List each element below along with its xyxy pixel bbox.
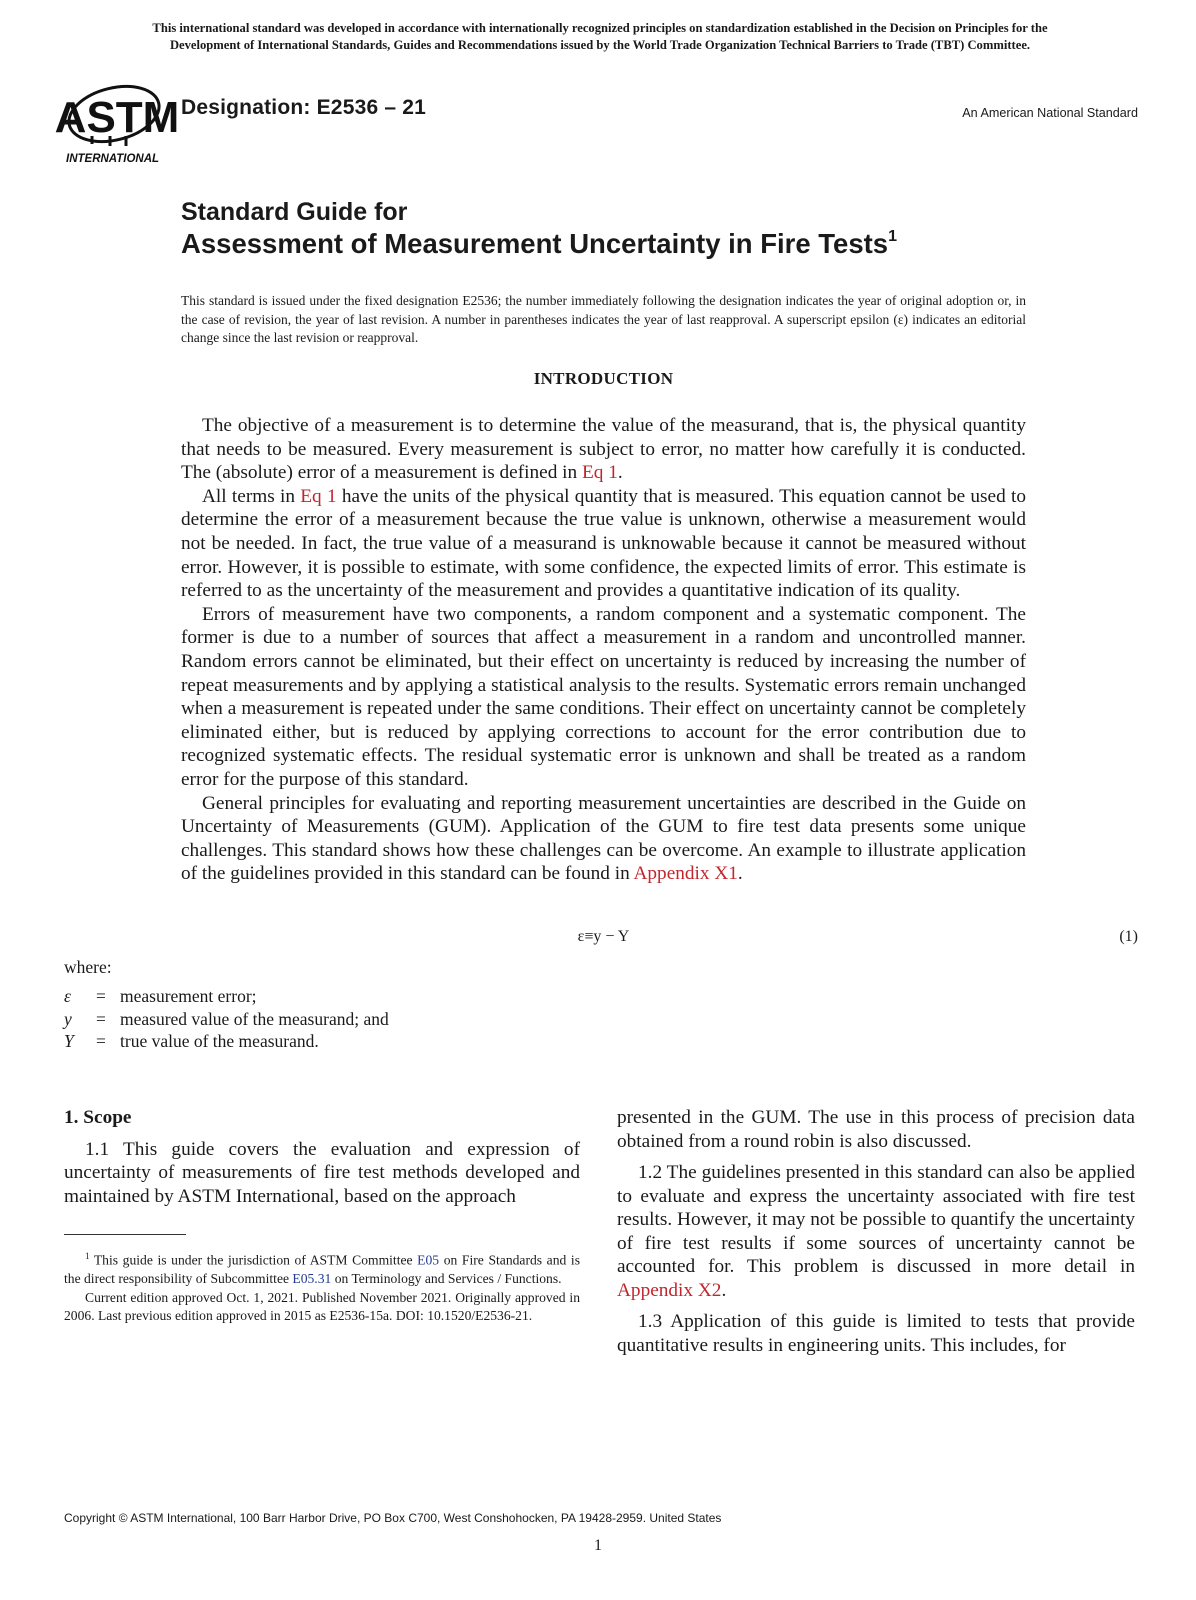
subcommittee-e0531-link[interactable]: E05.31 <box>292 1271 332 1287</box>
definition-symbol: ε <box>64 986 71 1006</box>
footnote-text: This guide is under the jurisdiction of ASTM Committee <box>89 1252 418 1268</box>
intro-paragraph <box>181 792 1026 886</box>
where-label: where: <box>64 957 112 977</box>
footnote-edition: Current edition approved Oct. 1, 2021. Published November 2021. Originally approved in 2006. Last previous edition approved in 2015 as E2536-15a. DOI: 10.1520/E2536-21. <box>64 1289 580 1324</box>
definition-symbol: y <box>64 1008 72 1029</box>
introduction-body <box>181 414 1026 886</box>
notice-line-2: Development of International Standards, Guides and Recommendations issued by the World Trade Organization Technical Barriers to Trade (TBT) Committee. <box>169 37 1031 52</box>
footnote-marker: 1 <box>85 1251 90 1261</box>
definition-row <box>64 985 389 1008</box>
american-national-standard-label: An American National Standard <box>962 106 1138 120</box>
scope-right-column <box>617 1106 1135 1365</box>
footnote-1 <box>64 1247 580 1289</box>
intro-text: have the units of the physical quantity that is measured. This equation cannot be used to determine the error of a measurement because the true value is unknown, otherwise a measurement would not be needed. In fact, the true value of a measurand is unknowable because it cannot be measured without error. However, it is possible to estimate, with some confidence, the expected limits of error. This estimate is referred to as the uncertainty of the measurement and provides a quantitative indication of its quality. <box>181 485 1026 602</box>
scope-heading: 1. Scope <box>64 1107 132 1128</box>
definition-symbol: Y <box>64 1031 74 1051</box>
copyright-notice: Copyright © ASTM International, 100 Barr Harbor Drive, PO Box C700, West Conshohocken, PA 19428-2959. United States <box>64 1511 722 1525</box>
standardization-notice <box>62 20 1138 53</box>
intro-text: The objective of a measurement is to determine the value of the measurand, that is, the physical quantity that needs to be measured. Every measurement is subject to error, no matter how carefully it is conducted. The (absolute) error of a measurement is defined in <box>181 415 1026 484</box>
footnote-text: on Fire Standards and is the direct responsibility of Subcommittee <box>64 1252 580 1287</box>
footnotes <box>64 1247 580 1326</box>
definition-equals: = <box>96 1031 106 1051</box>
variable-definitions <box>64 985 389 1053</box>
definition-equals: = <box>96 986 106 1006</box>
equation-1: ε≡y − Y <box>577 928 630 945</box>
scope-paragraph-1-1: 1.1 This guide covers the evaluation and expression of uncertainty of measurements of fire test methods developed and maintained by ASTM International, based on the approach <box>64 1138 580 1207</box>
document-title <box>181 228 897 260</box>
scope-text: . <box>721 1279 727 1301</box>
eq1-link[interactable]: Eq 1 <box>582 462 618 484</box>
designation: Designation: E2536 – 21 <box>181 96 427 119</box>
definition-row <box>64 1030 389 1053</box>
committee-e05-link[interactable]: E05 <box>417 1252 440 1268</box>
scope-left-column <box>64 1106 580 1208</box>
intro-paragraph <box>181 414 1026 485</box>
page-number: 1 <box>594 1537 602 1554</box>
notice-line-1: This international standard was developed in accordance with internationally recognized principles on standardization established in the Decision on Principles for the <box>152 21 1048 35</box>
footnote-divider <box>64 1234 186 1235</box>
issue-note: This standard is issued under the fixed designation E2536; the number immediately following the designation indicates the year of original adoption or, in the case of revision, the year of last revision. A number in parentheses indicates the year of last reapproval. A superscript epsilon (ε) indicates an editorial change since the last revision or reapproval. <box>181 293 1026 345</box>
introduction-heading: INTRODUCTION <box>533 369 674 388</box>
logo-lettering: ASTM <box>54 93 180 142</box>
definition-equals: = <box>96 1008 106 1029</box>
definition-text: true value of the measurand. <box>120 1031 319 1051</box>
astm-logo-icon <box>54 70 180 166</box>
scope-paragraph-1-1-continued: presented in the GUM. The use in this process of precision data obtained from a round robin is also discussed. <box>617 1107 1135 1152</box>
logo-caption: INTERNATIONAL <box>66 153 160 165</box>
title-line-2: Assessment of Measurement Uncertainty in Fire Tests <box>181 228 889 259</box>
intro-paragraph <box>181 485 1026 603</box>
intro-text: . <box>617 462 623 484</box>
intro-paragraph: Errors of measurement have two components, a random component and a systematic component. The former is due to a number of sources that affect a measurement in a random and uncontrolled manner. Random errors cannot be eliminated, but their effect on uncertainty is reduced by increasing the number of repeat measurements and by applying a statistical analysis to the results. Systematic errors remain unchanged when a measurement is repeated under the same conditions. Their effect on uncertainty cannot be completely eliminated either, but is reduced by applying corrections to account for the error contribution due to recognized systematic effects. The residual systematic error is unknown and shall be treated as a random error for the purpose of this standard. <box>181 603 1026 790</box>
title-line-1: Standard Guide for <box>181 198 408 226</box>
definition-text: measured value of the measurand; and <box>120 1008 389 1029</box>
scope-text: 1.2 The guidelines presented in this standard can also be applied to evaluate and express the uncertainty associated with fire test results. However, it may not be possible to quantify the uncertainty of fire test results if some sources of uncertainty cannot be accounted for. This problem is discussed in more detail in <box>617 1162 1135 1277</box>
equation-number: (1) <box>1119 928 1138 945</box>
title-footnote-marker[interactable]: 1 <box>888 228 897 245</box>
definition-text: measurement error; <box>120 986 257 1006</box>
intro-text: General principles for evaluating and reporting measurement uncertainties are described in the Guide on Uncertainty of Measurements (GUM). Application of the GUM to fire test data presents some unique challenges. This standard shows how these challenges can be overcome. An example to illustrate application of the guidelines provided in this standard can be found in <box>181 792 1026 885</box>
eq1-link[interactable]: Eq 1 <box>300 485 337 507</box>
definition-row <box>64 1008 389 1031</box>
appendix-x2-link[interactable]: Appendix X2 <box>617 1279 722 1301</box>
intro-text: . <box>737 863 743 885</box>
scope-paragraph-1-3: 1.3 Application of this guide is limited to tests that provide quantitative results in engineering units. This includes, for <box>617 1311 1135 1356</box>
footnote-text: on Terminology and Services / Functions. <box>331 1271 562 1287</box>
scope-paragraph-1-2 <box>617 1161 1135 1302</box>
intro-text: All terms in <box>202 485 301 507</box>
appendix-x1-link[interactable]: Appendix X1 <box>633 863 738 885</box>
